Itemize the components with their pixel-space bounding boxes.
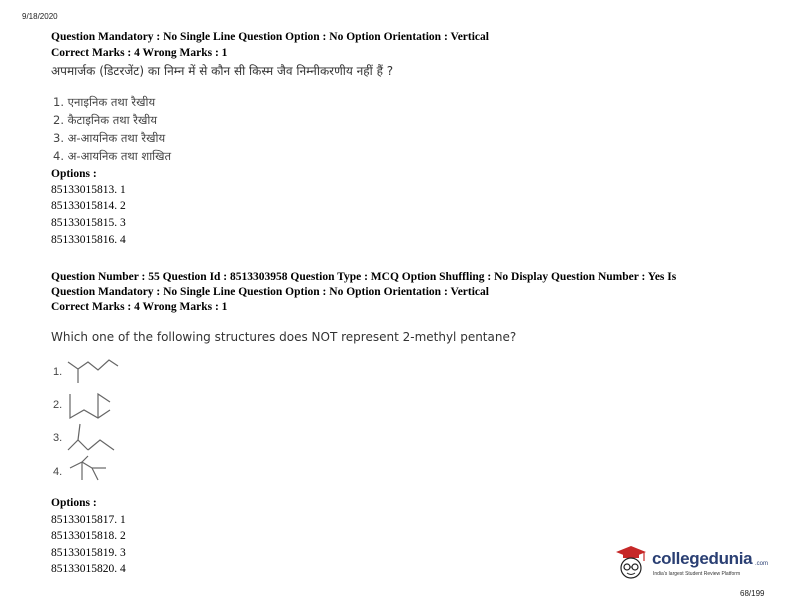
q55-choice-number-3: 3.: [53, 432, 63, 444]
q55-choice-number-1: 1.: [53, 366, 63, 378]
q54-option-id-1: 85133015813. 1: [51, 184, 126, 196]
q54-option-id-3: 85133015815. 3: [51, 217, 126, 229]
q55-choice-number-4: 4.: [53, 466, 63, 478]
graduate-mascot-icon: [614, 543, 648, 581]
q55-structure-3: [66, 420, 118, 454]
q55-choice-number-2: 2.: [53, 399, 63, 411]
q55-structure-2: [66, 388, 116, 422]
q54-options-label: Options :: [51, 168, 97, 180]
q54-option-id-2: 85133015814. 2: [51, 200, 126, 212]
q55-option-id-4: 85133015820. 4: [51, 563, 126, 575]
q55-meta-line2: Question Mandatory : No Single Line Question Option : No Option Orientation : Vertical: [51, 286, 489, 298]
q55-meta-line1: Question Number : 55 Question Id : 8513303958 Question Type : MCQ Option Shuffling : No Display Question Number : Yes Is: [51, 271, 677, 283]
page-number: 68/199: [740, 589, 765, 598]
q54-option-id-4: 85133015816. 4: [51, 234, 126, 246]
q55-marks: Correct Marks : 4 Wrong Marks : 1: [51, 301, 228, 313]
q54-choice-1: 1. एनाइनिक तथा रैखीय: [53, 95, 156, 109]
collegedunia-logo: [614, 543, 769, 583]
q55-structure-1: [66, 357, 120, 387]
logo-tagline: India's largest Student Review Platform: [653, 571, 741, 577]
q55-option-id-2: 85133015818. 2: [51, 530, 126, 542]
q55-options-label: Options :: [51, 497, 97, 509]
q54-meta: Question Mandatory : No Single Line Question Option : No Option Orientation : Vertical: [51, 31, 489, 43]
print-date: 9/18/2020: [22, 12, 58, 21]
q54-marks: Correct Marks : 4 Wrong Marks : 1: [51, 47, 228, 59]
q55-option-id-3: 85133015819. 3: [51, 547, 126, 559]
q55-question-text: Which one of the following structures does NOT represent 2-methyl pentane?: [51, 330, 517, 344]
q54-question-text: अपमार्जक (डिटरजेंट) का निम्न में से कौन सी किस्म जैव निम्नीकरणीय नहीं हैं ?: [51, 64, 394, 78]
logo-wordmark: collegedunia: [652, 549, 753, 568]
q55-option-id-1: 85133015817. 1: [51, 514, 126, 526]
q54-choice-2: 2. कैटाइनिक तथा रैखीय: [53, 113, 158, 127]
logo-domain: .com: [755, 561, 769, 567]
q54-choice-3: 3. अ-आयनिक तथा रैखीय: [53, 131, 166, 145]
q55-structure-4: [66, 452, 114, 486]
q54-choice-4: 4. अ-आयनिक तथा शाखित: [53, 149, 172, 163]
